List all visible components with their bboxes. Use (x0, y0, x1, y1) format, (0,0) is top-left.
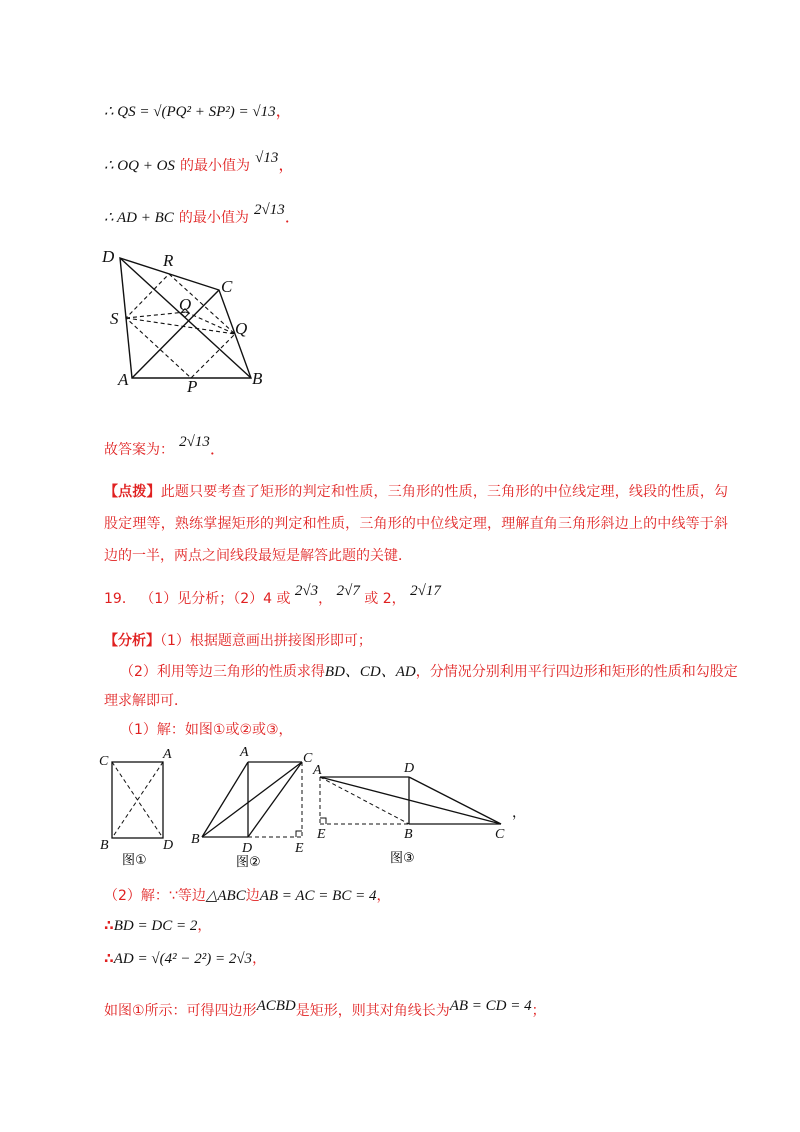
oq-text: 的最小值为 (180, 158, 251, 174)
answer-line (104, 436, 226, 459)
analysis-line2 (120, 660, 738, 681)
fig3-label-b: B (404, 827, 413, 842)
solve2-text-a: （2）解：∵等边 (104, 888, 206, 904)
analysis-line3 (104, 690, 188, 710)
fig2-label-b: B (191, 832, 200, 847)
diagonal-ac (132, 290, 219, 378)
dianbo-text: 此题只要考查了矩形的判定和性质，三角形的性质，三角形的中位线定理，线段的性质，勾股定理等，熟练掌握矩形的判定和性质，三角形的中位线定理，理解直角三角形斜边上的中线等于斜边的一半，两点之间线段最短是解答此题的关键． (104, 484, 729, 564)
solve2-line2 (104, 915, 211, 935)
fig3-label-d: D (404, 761, 415, 776)
segment-so (126, 312, 186, 318)
solve2-line1 (104, 885, 390, 905)
oq-value: √13 (255, 150, 279, 166)
last-quad: ACBD (256, 998, 296, 1014)
q19-line (104, 583, 441, 608)
dianbo-title: 【点拨】 (104, 484, 161, 500)
ad-value: 2√13 (254, 202, 285, 218)
solve2-ad: AD = √(4² − 2²) = 2√3 (113, 951, 253, 967)
label-o: O (179, 295, 192, 314)
label-q: Q (235, 319, 248, 338)
fig3-label-e: E (317, 827, 326, 842)
solve2-line3-end: ， (252, 951, 267, 967)
label-a: A (118, 370, 129, 389)
fig1-label-a: A (163, 747, 172, 762)
analysis-title: 【分析】 (104, 633, 160, 649)
q19-value1: 2√3 (294, 583, 319, 599)
solve1-line (120, 719, 293, 739)
label-r: R (163, 251, 174, 270)
q19-number: 19． (104, 591, 136, 607)
fig3-right-angle (320, 818, 326, 824)
analysis-segments: BD、CD、AD (324, 664, 416, 680)
fig2-label-a: A (240, 745, 249, 760)
fig2-label-d: D (242, 841, 253, 856)
last-line (104, 1000, 546, 1020)
solve2-therefore-2: ∴ (104, 951, 114, 967)
oq-expr: ∴ OQ + OS (104, 158, 175, 174)
fig3-side-dc (409, 777, 501, 824)
figures-row (96, 742, 536, 870)
label-b: B (252, 369, 263, 388)
fig2-label-e: E (295, 841, 304, 856)
q19-part2: 或 2， (364, 591, 406, 607)
fig3-label-c: C (495, 827, 505, 842)
solve1-text: （1）解：如图①或②或③， (120, 722, 293, 738)
fig1-caption: 图① (122, 853, 147, 868)
diagonal-db (120, 258, 251, 378)
quadrilateral-figure (96, 244, 286, 396)
fig2-label-c: C (303, 751, 313, 766)
ad-end: ． (284, 207, 301, 226)
analysis-text2b: ，分情况分别利用平行四边形和矩形的性质和勾股定 (415, 664, 738, 680)
fig2-diagonal-bc (202, 762, 302, 837)
q19-value2: 2√7 (336, 583, 360, 599)
last-text-b: 是矩形，则其对角线长为 (295, 1003, 450, 1019)
figure-2 (191, 745, 313, 870)
analysis-text1: （1）根据题意画出拼接图形即可； (160, 633, 372, 649)
line-qs (104, 98, 292, 121)
fig3-label-a: A (313, 763, 322, 778)
qs-formula: ∴ QS = √(PQ² + SP²) = √13 (104, 104, 276, 120)
qs-end: ， (275, 101, 292, 120)
answer-label: 故答案为： (104, 442, 174, 458)
fig3-segment-ab (320, 777, 409, 824)
line-oq (104, 152, 294, 175)
label-s: S (110, 309, 119, 328)
dianbo-paragraph (104, 476, 728, 572)
fig2-right-angle (296, 831, 302, 837)
answer-value: 2√13 (179, 434, 210, 450)
solve2-triangle: △ABC (205, 888, 246, 904)
solve2-bd-dc: BD = DC = 2 (113, 918, 198, 934)
solve2-line3 (104, 948, 266, 968)
fig2-caption: 图② (236, 855, 261, 870)
fig3-caption: 图③ (390, 851, 415, 866)
last-text-a: 如图①所示：可得四边形 (104, 1003, 257, 1019)
last-text-c: ； (531, 1003, 546, 1019)
solve2-text-c: ， (376, 888, 391, 904)
segment-sq (126, 318, 235, 334)
label-c: C (221, 277, 233, 296)
analysis-line1 (104, 630, 372, 650)
analysis-text2a: （2）利用等边三角形的性质求得 (120, 664, 325, 680)
fig3-diagonal-ac (320, 777, 501, 824)
figure-3 (312, 761, 505, 866)
ad-text: 的最小值为 (178, 210, 249, 226)
last-diagonals: AB = CD = 4 (449, 998, 532, 1014)
answer-end: ． (209, 439, 226, 458)
fig1-label-c: C (99, 754, 109, 769)
solve2-sides: AB = AC = BC = 4 (259, 888, 377, 904)
fig2-side-dc (248, 762, 302, 837)
solve2-text-b: 边 (245, 888, 260, 904)
fig1-label-b: B (100, 838, 109, 853)
fig2-side-ba (202, 762, 248, 837)
q19-part1: （1）见分析；（2）4 或 (140, 591, 291, 607)
label-d: D (102, 247, 115, 266)
q19-value3: 2√17 (410, 583, 441, 599)
q19-sep: ， (318, 591, 333, 607)
ad-expr: ∴ AD + BC (104, 210, 174, 226)
analysis-text3: 理求解即可． (104, 693, 188, 709)
fig1-label-d: D (163, 838, 174, 853)
line-ad (104, 204, 301, 227)
label-p: P (187, 377, 198, 396)
solve2-therefore-1: ∴ (104, 918, 114, 934)
figure-1 (99, 747, 173, 868)
figures-trailing-comma: ， (512, 806, 526, 821)
oq-end: ， (278, 155, 295, 174)
solve2-line2-end: ， (197, 918, 212, 934)
